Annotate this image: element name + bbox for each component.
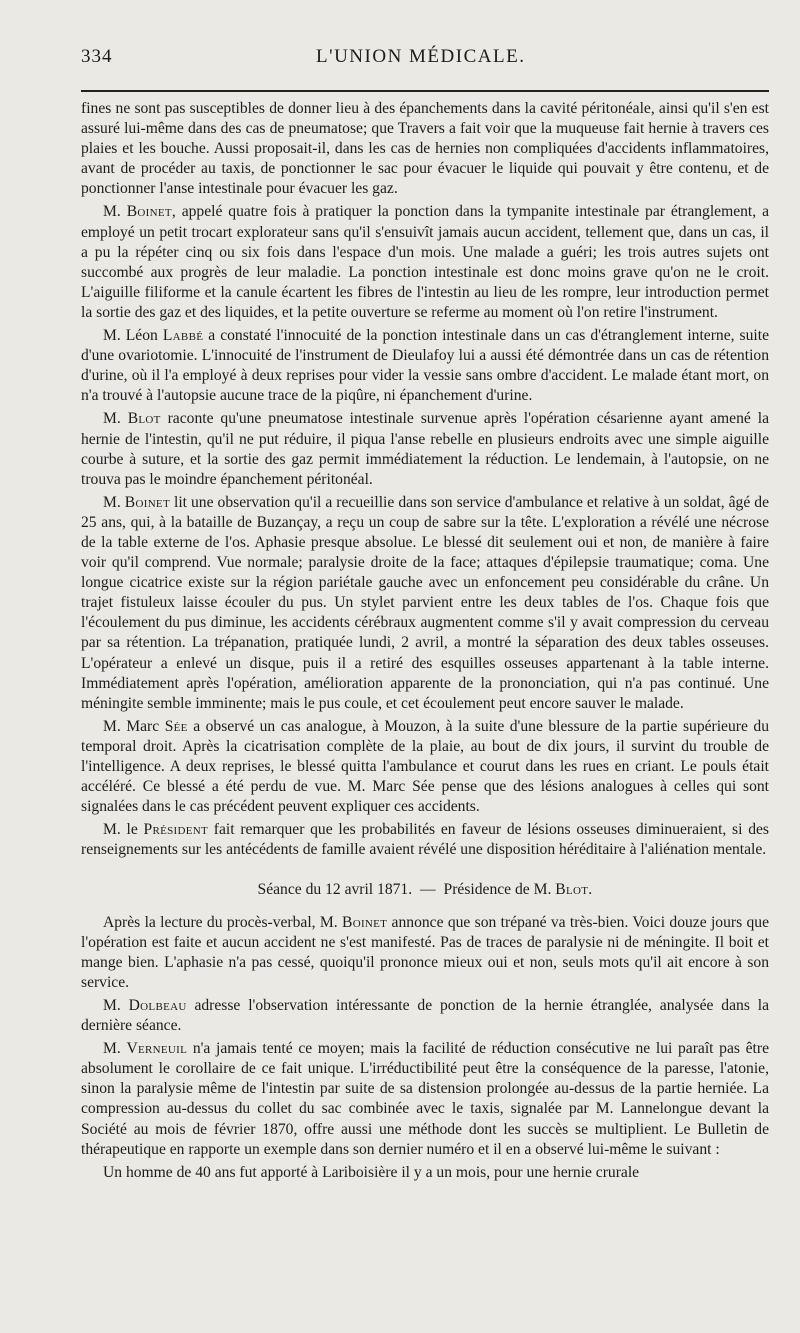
paragraph-labbe [81,326,769,406]
speaker-prefix: M. [103,1040,121,1058]
paragraph-text: a constaté l'innocuité de la ponction intestinale dans un cas d'étranglement interne, suite d'une ovariotomie. L'innocuité de l'instrument de Dieulafoy lui a aussi été démontrée dans un cas de rétention d'urine, où il l'a employé à deux reprises pour vider la vessie sans ombre d'accident. Le malade étant mort, on n'a trouvé à l'autopsie aucune trace de la piqûre, ni épanchement d'urine. [81,327,770,405]
speaker-name: Boinet [126,203,172,221]
session-presidency: Présidence de M. [443,881,552,899]
paragraph-see [81,717,769,817]
speaker-prefix: M. [103,410,121,428]
speaker-prefix: M. le [103,821,138,839]
paragraph-continuation [81,99,769,199]
speaker-name: Président [143,821,209,839]
paragraph-text: n'a jamais tenté ce moyen; mais la facilité de réduction consécutive ne lui paraît pas être absolument le corollaire de ce fait unique. L'irréductibilité peut être la conséquence de la paresse, l'atonie, sinon la paralysie même de l'intestin par suite de sa distension prolongée au-dessus de la partie herniée. La compression au-dessus du collet du sac combinée avec le taxis, signalée par M. Lannelongue devant la Société au mois de février 1870, offre aussi une méthode dont les succès se multiplient. Le Bulletin de thérapeutique en rapporte un exemple dans son dernier numéro et il en a observé lui-même le suivant : [81,1040,769,1158]
body-text [81,99,769,1183]
page-header [81,46,769,76]
speaker-name: Boinet [342,913,388,931]
speaker-name: Dolbeau [128,996,187,1014]
speaker-prefix: Après la lecture du procès-verbal, M. [103,913,338,931]
speaker-prefix: M. Marc [103,717,160,735]
paragraph-case [81,1163,769,1183]
paragraph-text: Un homme de 40 ans fut apporté à Lariboisière il y a un mois, pour une hernie crurale [103,1163,640,1181]
session-president: Blot. [555,881,593,899]
running-title: L'UNION MÉDICALE. [316,46,526,67]
speaker-name: Blot [127,410,161,428]
paragraph-verneuil [81,1039,769,1160]
paragraph-boinet-observation [81,493,769,714]
header-rule [81,90,769,92]
paragraph-dolbeau [81,996,769,1036]
paragraph-text: a observé un cas analogue, à Mouzon, à la suite d'une blessure de la partie supérieure du temporal droit. Après la cicatrisation complète de la plaie, au bout de dix jours, il survint du trouble de l'intelligence. A deux reprises, le blessé quitta l'ambulance et courut dans les rues en criant. Le pouls était accéléré. Ce blessé a été perdu de vue. M. Marc Sée pense que des lésions analogues à celles qui sont signalées dans le cas précédent peuvent expliquer ces accidents. [81,717,769,816]
speaker-name: Verneuil [126,1040,188,1058]
paragraph-boinet-followup [81,913,769,993]
session-separator: — [420,881,436,899]
paragraph-text: fait remarquer que les probabilités en faveur de lésions osseuses diminueraient, si des renseignements sur les antécédents de famille avaient révélé une disposition héréditaire à l'aliénation mentale. [81,821,769,859]
paragraph-president [81,820,769,860]
speaker-prefix: M. [103,493,121,511]
paragraph-text: , appelé quatre fois à pratiquer la ponction dans la tympanite intestinale par étranglement, a employé un petit trocart explorateur sans qu'il s'ensuivît jamais aucun accident, tellement que, dans un cas, il a pu la répéter cinq ou six fois dans l'espace d'un mois. Une malade a guéri; les trois autres sujets ont succombé aux progrès de leur maladie. La ponction intestinale est donc moins grave qu'on ne le croit. L'aiguille filiforme et la canule écartent les fibres de l'intestin au lieu de les rompre, leur introduction permet la sortie des gaz et des liquides, et la petite ouverture se referme au moment où l'on retire l'instrument. [81,203,769,321]
paragraph-boinet [81,202,769,323]
speaker-prefix: M. Léon [103,327,158,345]
paragraph-text: annonce que son trépané va très-bien. Voici douze jours que l'opération est faite et aucun accident ne s'est manifesté. Pas de traces de paralysie ni de méningite. Il boit et mange bien. L'aphasie n'a pas cessé, quoiqu'il prononce mieux oui et non, seuls mots qu'il ait encore à son service. [81,913,769,991]
paragraph-text: adresse l'observation intéressante de ponction de la hernie étranglée, analysée dans la dernière séance. [81,996,769,1035]
speaker-prefix: M. [103,203,121,221]
speaker-name: Boinet [124,493,170,511]
paragraph-text: lit une observation qu'il a recueillie dans son service d'ambulance et relative à un soldat, âgé de 25 ans, qui, à la bataille de Buzançay, a reçu un coup de sabre sur la tête. L'exploration a révélé une nécrose de la table externe de l'os. Aphasie presque absolue. Le blessé dit seulement oui et non, de manière à faire voir qu'il comprend. Vue normale; paralysie droite de la face; attaques d'épilepsie traumatique; coma. Une longue cicatrice existe sur la région pariétale gauche avec un enfoncement peu considérable du crâne. Un trajet fistuleux laisse écouler du pus. Un stylet parvient entre les deux tables de l'os. Chaque fois que l'écoulement du pus diminue, les accidents cérébraux augmentent comme s'il y avait compression du cerveau par sa rétention. La trépanation, pratiquée lundi, 2 avril, a montré la séparation des deux tables osseuses. L'opérateur a enlevé un disque, puis il a retiré des esquilles osseuses appartenant à la table interne. Immédiatement après l'opération, amélioration apparente de la prononciation, qui n'a pas continué. Une méningite semble imminente; mais le pus coule, et cet écoulement peut encore sauver le malade. [81,493,769,712]
session-date: Séance du 12 avril 1871. [257,881,413,899]
paragraph-text: raconte qu'une pneumatose intestinale survenue après l'opération césarienne ayant amené la hernie de l'intestin, qu'il ne put réduire, il piqua l'anse rebelle en plusieurs endroits avec une simple aiguille courbe à suture, et la sortie des gaz permit immédiatement la réduction. Le lendemain, à l'autopsie, on ne trouva pas le moindre épanchement péritonéal. [81,410,769,488]
session-heading [81,880,769,900]
paragraph-text: fines ne sont pas susceptibles de donner lieu à des épanchements dans la cavité péritonéale, ainsi qu'il s'en est assuré lui-même dans des cas de pneumatose; que Travers a fait voir que la muqueuse fait hernie à travers ces plaies et les bouche. Aussi proposait-il, dans les cas de hernies non compliquées d'accidents inflammatoires, avant de procéder au taxis, de ponctionner le sac pour évacuer le liquide qui pouvait y être contenu, et de ponctionner l'anse intestinale pour évacuer les gaz. [81,100,769,198]
speaker-name: Sée [164,717,188,735]
page-number: 334 [81,46,113,67]
paragraph-blot [81,409,769,489]
speaker-name: Labbé [162,327,204,345]
speaker-prefix: M. [103,996,121,1014]
